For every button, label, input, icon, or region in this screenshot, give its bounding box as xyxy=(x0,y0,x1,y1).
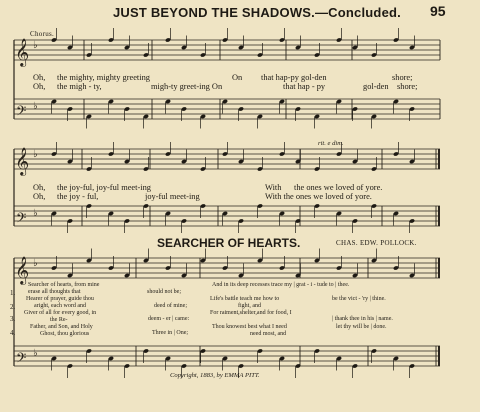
verse-4-line-a: Father, and Son, and Holy xyxy=(30,324,93,330)
verse-number: 3. xyxy=(10,315,16,323)
verse-1-line-b: erase all thoughts that xyxy=(28,289,81,295)
hymnal-page: JUST BEYOND THE SHADOWS.—Concluded. 95 𝄞 𝄢 𝄞 𝄢 𝄞 𝄢 ♭ ♭ ♭ ♭ ♭ ♭ Chorus. Oh, the mighty, mighty greeting On that hap-py gol-den shore; Oh, the migh - ty, migh-ty greet-ing On that hap - py gol-den shore; rit. e dim. Oh, the joy-ful, joy-ful meet-ing With the ones we loved of yore. Oh, the joy - ful, joy-ful meet-ing With the ones we loved of yore. SEARCHER OF HEARTS. CHAS. EDW. POLLOCK. 1. 2. 3. 4. Searcher of hearts, from mine erase all thoughts that Hearer of prayer, guide thou aright, each word and Giver of all for every good, in the Re- Father, and Son, and Holy Ghost, thou glorious should not be; deed of mine; deem - er | came: Three in | One; And in its deep recesses trace my | grat - i - tude to | thee. Life's battle teach me how to fight, and be the vict - 'ry | thine. For raiment,shelter,and for food, I | thank thee in his | name. Thou knowest best what I need need most, and let thy will be | done. Copyright, 1883, by EMMA PITT. xyxy=(0,0,480,412)
treble-clef-icon: 𝄞 xyxy=(15,147,30,175)
verse-4-col3-a: Thou knowest best what I need xyxy=(212,324,287,330)
verse-3-col3-b: | thank thee in his | name. xyxy=(332,316,393,322)
verse-number: 2. xyxy=(10,303,16,311)
verse-number: 4. xyxy=(10,329,16,337)
treble-clef-icon: 𝄞 xyxy=(15,256,30,284)
bass-clef-icon: 𝄢 xyxy=(16,103,27,122)
verse-2-line-a: Hearer of prayer, guide thou xyxy=(26,296,94,302)
verse-4-col3-b: need most, and xyxy=(250,331,287,337)
bass-clef-icon: 𝄢 xyxy=(16,210,27,229)
verse-1-line-a: Searcher of hearts, from mine xyxy=(28,282,100,288)
chorus-label: Chorus. xyxy=(30,30,55,38)
svg-text:♭: ♭ xyxy=(33,348,38,359)
verse-2-col3-a: Life's battle teach me how to xyxy=(210,296,280,302)
verse-number: 1. xyxy=(10,289,16,297)
verse-1-col3: And in its deep recesses trace my | grat - i - tude to | thee. xyxy=(212,282,350,288)
verse-4-line-b: Ghost, thou glorious xyxy=(40,331,90,337)
svg-text:♭: ♭ xyxy=(33,101,38,112)
page-title: JUST BEYOND THE SHADOWS.—Concluded. xyxy=(113,5,401,20)
verse-4-col2: Three in | One; xyxy=(152,330,189,336)
composer-credit: CHAS. EDW. POLLOCK. xyxy=(336,239,417,247)
svg-text:♭: ♭ xyxy=(33,258,38,269)
svg-text:♭: ♭ xyxy=(33,40,38,51)
verse-3-col3-a: For raiment,shelter,and for food, I xyxy=(210,310,292,316)
staff-3b xyxy=(14,346,440,366)
section-title: SEARCHER OF HEARTS. xyxy=(157,236,301,250)
treble-clef-icon: 𝄞 xyxy=(15,38,30,66)
verse-2-col3-c: be the vict - 'ry | thine. xyxy=(332,296,386,302)
verse-2-col2: deed of mine; xyxy=(154,303,187,309)
svg-text:♭: ♭ xyxy=(33,149,38,160)
staff-2b xyxy=(14,206,440,226)
verse-block xyxy=(10,282,444,344)
verse-2-line-b: aright, each word and xyxy=(34,303,86,309)
verse-3-line-a: Giver of all for every good, in xyxy=(24,310,97,316)
page-number: 95 xyxy=(430,3,446,19)
verse-3-line-b: the Re- xyxy=(50,317,68,323)
svg-text:♭: ♭ xyxy=(33,208,38,219)
verse-4-col3-c: let thy will be | done. xyxy=(336,324,387,330)
copyright-notice: Copyright, 1883, by EMMA PITT. xyxy=(170,372,260,379)
verse-2-col3-b: fight, and xyxy=(238,303,261,309)
verse-3-col2: deem - er | came: xyxy=(148,316,190,322)
tempo-marking: rit. e dim. xyxy=(318,140,344,147)
verse-1-col2: should not be; xyxy=(147,289,181,295)
bass-clef-icon: 𝄢 xyxy=(16,350,27,369)
